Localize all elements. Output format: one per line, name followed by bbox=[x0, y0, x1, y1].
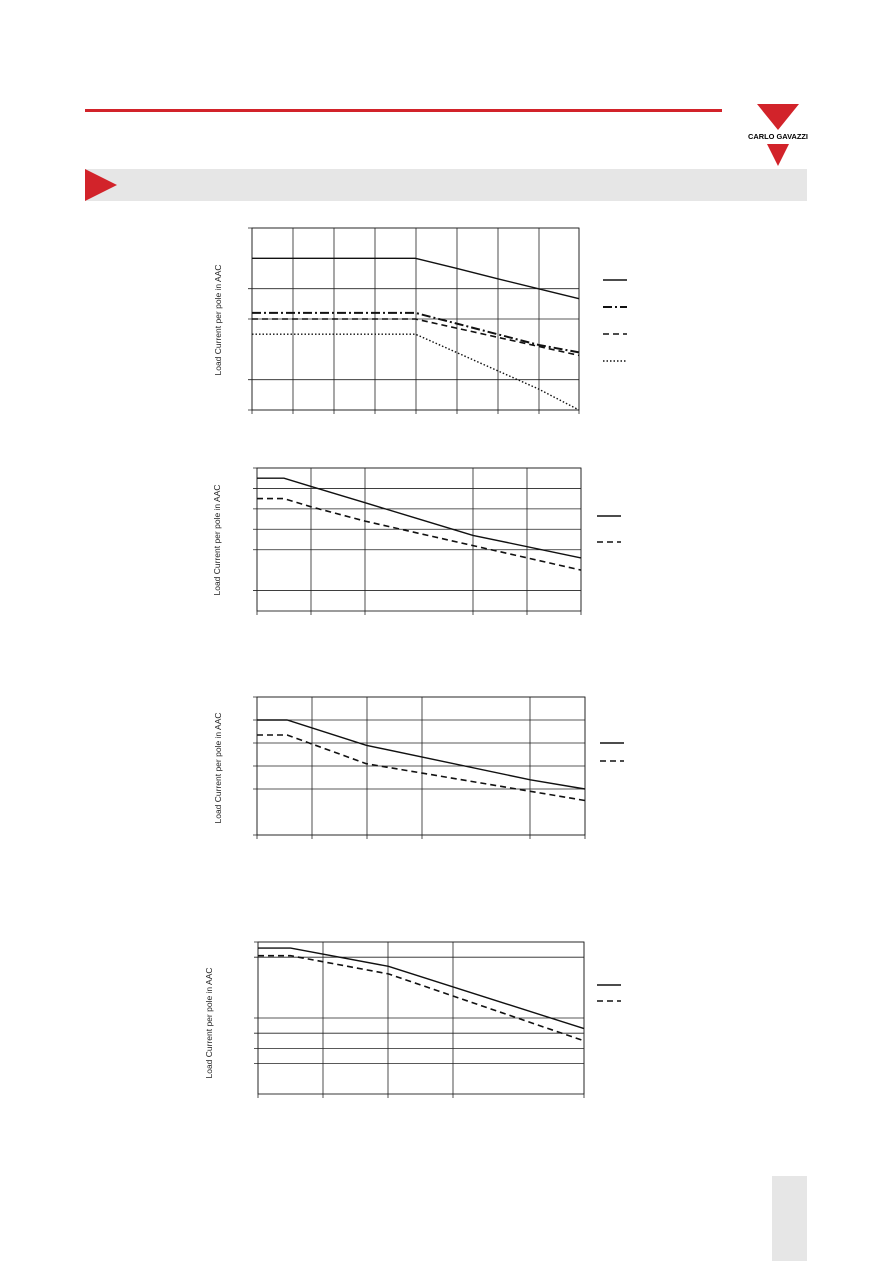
chart-2-frame bbox=[257, 468, 581, 611]
logo-bottom-triangle bbox=[767, 144, 789, 166]
chart-1-series-3-line bbox=[252, 319, 579, 355]
section-arrow-icon bbox=[85, 169, 117, 201]
chart-1-series-4-line bbox=[252, 334, 579, 410]
chart-1-ylabel: Load Current per pole in AAC bbox=[213, 264, 223, 376]
chart-2-ylabel: Load Current per pole in AAC bbox=[212, 484, 222, 596]
chart-2-series-2-line bbox=[257, 499, 581, 570]
derating-chart-1 bbox=[200, 220, 650, 420]
carlo-gavazzi-logo bbox=[747, 104, 809, 168]
derating-chart-4 bbox=[200, 935, 650, 1105]
derating-chart-3 bbox=[200, 690, 650, 850]
chart-4-ylabel: Load Current per pole in AAC bbox=[204, 967, 214, 1079]
page-number-tab bbox=[772, 1176, 807, 1261]
chart-3-ylabel: Load Current per pole in AAC bbox=[213, 712, 223, 824]
derating-chart-2 bbox=[200, 460, 650, 620]
logo-brand-text: CARLO GAVAZZI bbox=[748, 134, 809, 141]
logo-top-triangle bbox=[757, 104, 799, 130]
chart-3-series-1-line bbox=[257, 720, 585, 789]
chart-3-series-2-line bbox=[257, 735, 585, 801]
chart-1-series-1-line bbox=[252, 258, 579, 298]
section-header-bar bbox=[85, 169, 807, 201]
chart-2-series-1-line bbox=[257, 478, 581, 558]
chart-4-series-1-line bbox=[258, 948, 584, 1029]
chart-4-series-2-line bbox=[258, 956, 584, 1041]
header-rule bbox=[85, 109, 722, 112]
